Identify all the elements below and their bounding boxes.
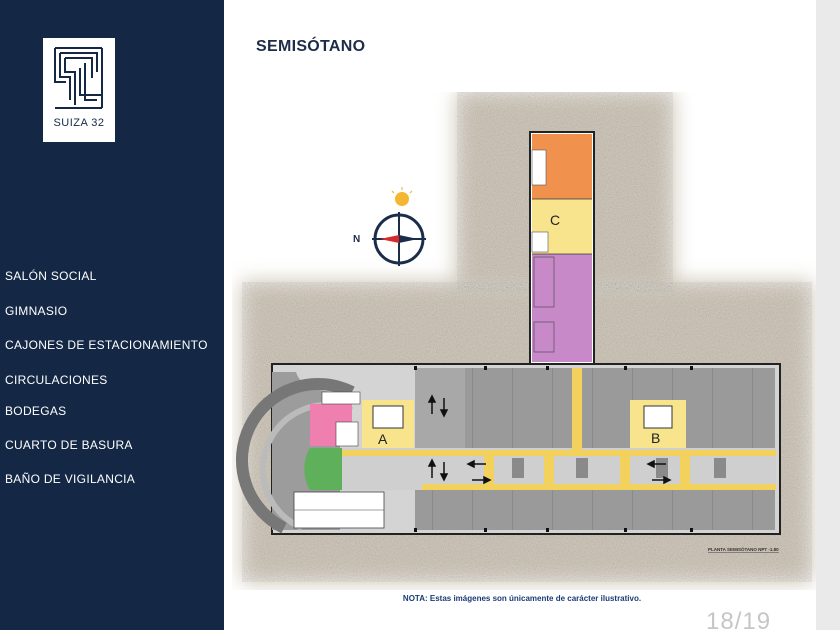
brand-name: SUIZA 32	[53, 117, 105, 129]
brand-logo[interactable]	[43, 38, 115, 142]
plan-caption: PLANTA SEMISÓTANO NPT -1.80	[708, 547, 779, 552]
logo-mark-icon	[52, 44, 106, 114]
tower-wing	[530, 132, 594, 364]
page-counter: 18/19	[706, 608, 772, 635]
parking-level	[242, 364, 780, 534]
sidebar	[0, 0, 224, 630]
zone-c-label: C	[550, 212, 561, 228]
floor-plan	[232, 92, 816, 590]
compass-north-label: N	[353, 234, 361, 245]
page-title: SEMISÓTANO	[256, 38, 366, 55]
menu-item-cajones-estacionamiento[interactable]: CAJONES DE ESTACIONAMIENTO	[5, 338, 208, 352]
menu-item-salon-social[interactable]: SALÓN SOCIAL	[5, 269, 97, 283]
menu-item-bodegas[interactable]: BODEGAS	[5, 404, 67, 418]
zone-b-label: B	[651, 430, 661, 446]
zone-a-label: A	[378, 431, 388, 447]
disclaimer-note: NOTA: Estas imágenes son únicamente de carácter ilustrativo.	[402, 594, 642, 603]
right-scroll-gutter	[816, 0, 840, 630]
menu-item-gimnasio[interactable]: GIMNASIO	[5, 304, 68, 318]
menu-item-cuarto-basura[interactable]: CUARTO DE BASURA	[5, 438, 133, 452]
compass-icon	[372, 187, 426, 266]
menu-item-bano-vigilancia[interactable]: BAÑO DE VIGILANCIA	[5, 472, 136, 486]
menu-item-circulaciones[interactable]: CIRCULACIONES	[5, 373, 108, 387]
